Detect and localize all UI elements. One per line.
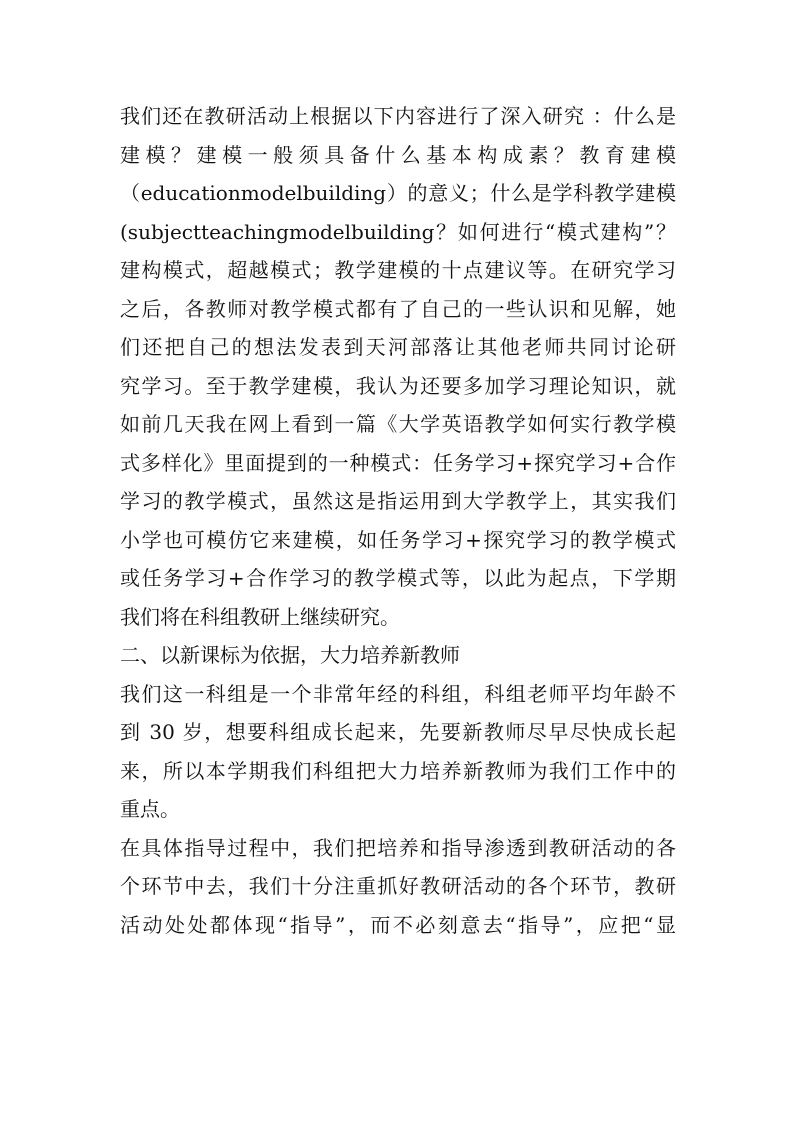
text-line: 我们将在科组教研上继续研究。: [120, 604, 400, 629]
text-line: 到 30 岁，想要科组成长起来，先要新教师尽早尽快成长起: [120, 720, 676, 744]
text-line: (subjectteachingmodelbuilding？如何进行“模式建构”？: [120, 219, 676, 244]
text-line: 建模？建模一般须具备什么基本构成素？教育建模: [120, 142, 676, 167]
text-line: 们还把自己的想法发表到天河部落让其他老师共同讨论研: [120, 335, 676, 359]
text-line: 究学习。至于教学建模，我认为还要多加学习理论知识，就: [120, 373, 676, 398]
document-body: [120, 97, 676, 944]
text-line: 重点。: [120, 797, 180, 821]
text-line: 式多样化》里面提到的一种模式：任务学习+探究学习+合作: [120, 450, 676, 475]
text-line: 小学也可模仿它来建模，如任务学习+探究学习的教学模式: [120, 527, 676, 552]
text-line: 学习的教学模式，虽然这是指运用到大学教学上，其实我们: [120, 489, 676, 513]
text-line: 活动处处都体现“指导”，而不必刻意去“指导”，应把“显: [120, 912, 676, 937]
text-line: 之后，各教师对教学模式都有了自己的一些认识和见解，她: [120, 296, 676, 321]
text-line: 个环节中去，我们十分注重抓好教研活动的各个环节，教研: [120, 874, 676, 898]
text-line: 在具体指导过程中，我们把培养和指导渗透到教研活动的各: [120, 835, 676, 860]
text-line: 建构模式，超越模式；教学建模的十点建议等。在研究学习: [120, 258, 676, 282]
text-line: 我们还在教研活动上根据以下内容进行了深入研究 ：什么是: [120, 104, 676, 128]
text-line: 我们这一科组是一个非常年经的科组，科组老师平均年龄不: [120, 681, 676, 706]
section-heading: 二、以新课标为依据，大力培养新教师: [120, 643, 460, 667]
text-line: 或任务学习+合作学习的教学模式等，以此为起点，下学期: [120, 566, 676, 590]
text-line: 如前几天我在网上看到一篇《大学英语教学如何实行教学模: [120, 412, 676, 436]
text-line: （educationmodelbuilding）的意义；什么是学科教学建模: [120, 181, 676, 205]
text-line: 来，所以本学期我们科组把大力培养新教师为我们工作中的: [120, 758, 676, 783]
